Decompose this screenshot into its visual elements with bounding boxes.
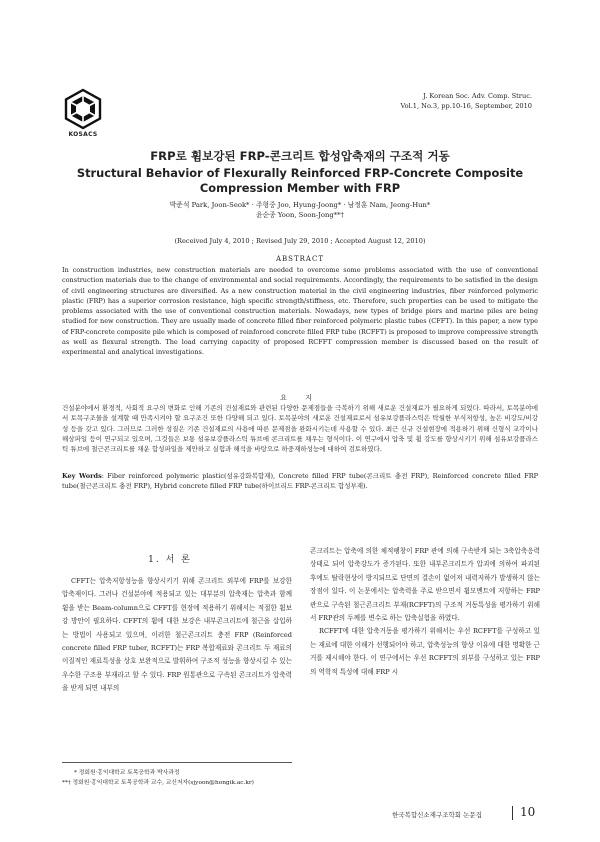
title-english: Structural Behavior of Flexurally Reinforced FRP-Concrete Composite Compression Member with FRP <box>76 166 524 195</box>
journal-name: J. Korean Soc. Adv. Comp. Struc. <box>423 92 532 100</box>
intro-paragraph-1-cont: 콘크리트는 압축에 의한 체적팽창이 FRP 관에 의해 구속받게 되는 3축압축응력상태로 되어 압축강도가 증가된다. 또한 내부콘크리트가 압괴에 의하여 파괴된 후에도 탈락현상이 방지되므로 단면의 결손이 없어져 내력저하가 발생하지 않는 장점이 있다. 이 논문에서는 압축력을 주로 받으면서 휨모멘트에 저항하는 FRP 관으로 구속된 철근콘크리트 부재(RCFFT)의 구조적 거동특성을 평가하기 위해서 FRP관의 두께를 변수로 하는 압축실험을 하였다. <box>310 547 540 623</box>
keywords <box>62 471 538 492</box>
footer-divider <box>512 806 513 820</box>
footnote-divider <box>62 762 292 763</box>
section-heading-introduction: 1. 서 론 <box>148 555 192 565</box>
authors-line-2: 윤순종 Yoon, Soon-Jong**† <box>256 211 344 219</box>
korean-abstract-body: 건설분야에서 환경적, 사회적 요구의 변화로 인해 기존의 건설재료와 관련된 다양한 문제점들을 극복하기 위해 새로운 건설재료가 필요하게 되었다. 따라서, 토목분야에서 토목구조물을 설계할 때 만족시켜야 할 요구조건 또한 다양해 되고 있다. 토목분야의 새로운 건설재료로서 섬유보강플라스틱은 탁월한 부식저항성, 높은 비강도/비강성 등을 갖고 있다. 그러므로 그러한 성질은 기존 건설재료의 사용에 따른 문제점을 완화시키는데 사용할 수 있다. 최근 신규 건설현장에 적용하기 위해 신형식 교각이나 해상파일 등이 연구되고 있으며, 그것들은 보통 섬유보강플라스틱 튜브에 콘크리트를 채우는 형식이다. 이 연구에서 압축 및 휨 강도를 향상시키기 위해 섬유보강플라스틱 튜브에 철근콘크리트를 채운 합성파일을 제안하고 실험과 해석을 바탕으로 하중재하성능에 대하여 검토하였다. <box>62 404 538 454</box>
received-dates: (Received July 4, 2010 ; Revised July 29, 2010 ; Accepted August 12, 2010) <box>174 237 426 245</box>
footnote-2: **† 정회원·홍익대학교 토목공학과 교수, 교신저자(sjyoon@hongik.ac.kr) <box>62 780 254 786</box>
title-korean: FRP로 휨보강된 FRP-콘크리트 합성압축재의 구조적 거동 <box>150 149 450 163</box>
intro-paragraph-2: RCFFT에 대한 압축거동을 평가하기 위해서는 우선 RCFFT를 구성하고 있는 재료에 대한 이해가 선행되어야 하고, 압축성능의 향상 이유에 대한 명확한 근거를 제시해야 한다. 이 연구에서는 우선 RCFFT의 외부를 구성하고 있는 FRP의 역학적 특성에 대해 FRP 시 <box>310 627 540 676</box>
abstract-body: In construction industries, new construction materials are needed to overcome some problems associated with the use of conventional construction materials due to the change of environmental and social requirements. Accordingly, the requirements to be satisfied in the design of civil engineering structures are diversified. As a new construction material in the civil engineering industries, fiber reinforced polymeric plastic (FRP) has a superior corrosion resistance, high specific strength/stiffness, etc. Therefore, such properties can be used to mitigate the problems associated with the use of conventional construction materials. Nowadays, new types of bridge piers and marine piles are being studied for new construction. They are usually made of concrete filled fiber reinforced polymeric plastic tubes (CFFT). In this paper, a new type of FRP-concrete composite pile which is composed of reinforced concrete filled FRP tube (RCFFT) is proposed to improve compressive strength as well as flexural strength. The load carrying capacity of proposed RCFFT compression member is discussed based on the result of experimental and analytical investigations. <box>62 266 538 357</box>
keywords-body: : Fiber reinforced polymeric plastic(섬유강화복합재), Concrete filled FRP tube(콘크리트 충전 FRP), Reinforced concrete filled FRP tube(철근콘크리트 충전 FRP), Hybrid concrete filled FRP tube(하이브리드 FRP-콘크리트 합성부재). <box>62 472 538 491</box>
intro-paragraph-1: CFFT는 압축저항성능을 향상시키기 위해 콘크리트 외부에 FRP를 보강한 압축재이다. 그러나 건설분야에 적용되고 있는 대부분의 압축재는 압축과 함께 휨을 받는 Beam-column으로 CFFT를 현장에 적용하기 위해서는 적절한 휨보강 방안이 필요하다. CFFT의 휨에 대한 보강은 내부콘크리트에 철근을 삽입하는 방법이 사용되고 있으며, 이러한 철근콘크리트 충전 FRP (Reinforced concrete filled FRP tuber, RCFFT)는 FRP 복합재료와 콘크리트 두 재료의 이질적인 재료특성을 상호 보완적으로 발휘하여 구조적 성능을 향상시킬 수 있는 우수한 구조용 부재라고 할 수 있다. FRP 원통관으로 구속된 콘크리트가 압축력을 받게 되면 내부의 <box>62 577 292 693</box>
left-column <box>62 575 292 696</box>
abstract-heading: ABSTRACT <box>275 255 324 263</box>
authors <box>60 200 540 220</box>
keywords-label: Key Words <box>62 472 102 480</box>
kosacs-logo-icon <box>62 88 104 130</box>
logo-label: KOSACS <box>68 131 98 138</box>
footer-journal-name: 한국복합신소재구조학회 논문집 <box>392 811 482 819</box>
page-number: 10 <box>520 805 536 819</box>
right-column <box>310 545 540 679</box>
journal-volume: Vol.1, No.3, pp.10-16, September, 2010 <box>400 102 532 110</box>
korean-abstract-heading: 요 지 <box>280 394 320 402</box>
footnote-1: * 정회원·홍익대학교 토목공학과 박사과정 <box>74 770 180 776</box>
authors-line-1: 박준석 Park, Joon-Seok* · 주형중 Joo, Hyung-Joong* · 남정훈 Nam, Jeong-Hun* <box>169 201 431 209</box>
